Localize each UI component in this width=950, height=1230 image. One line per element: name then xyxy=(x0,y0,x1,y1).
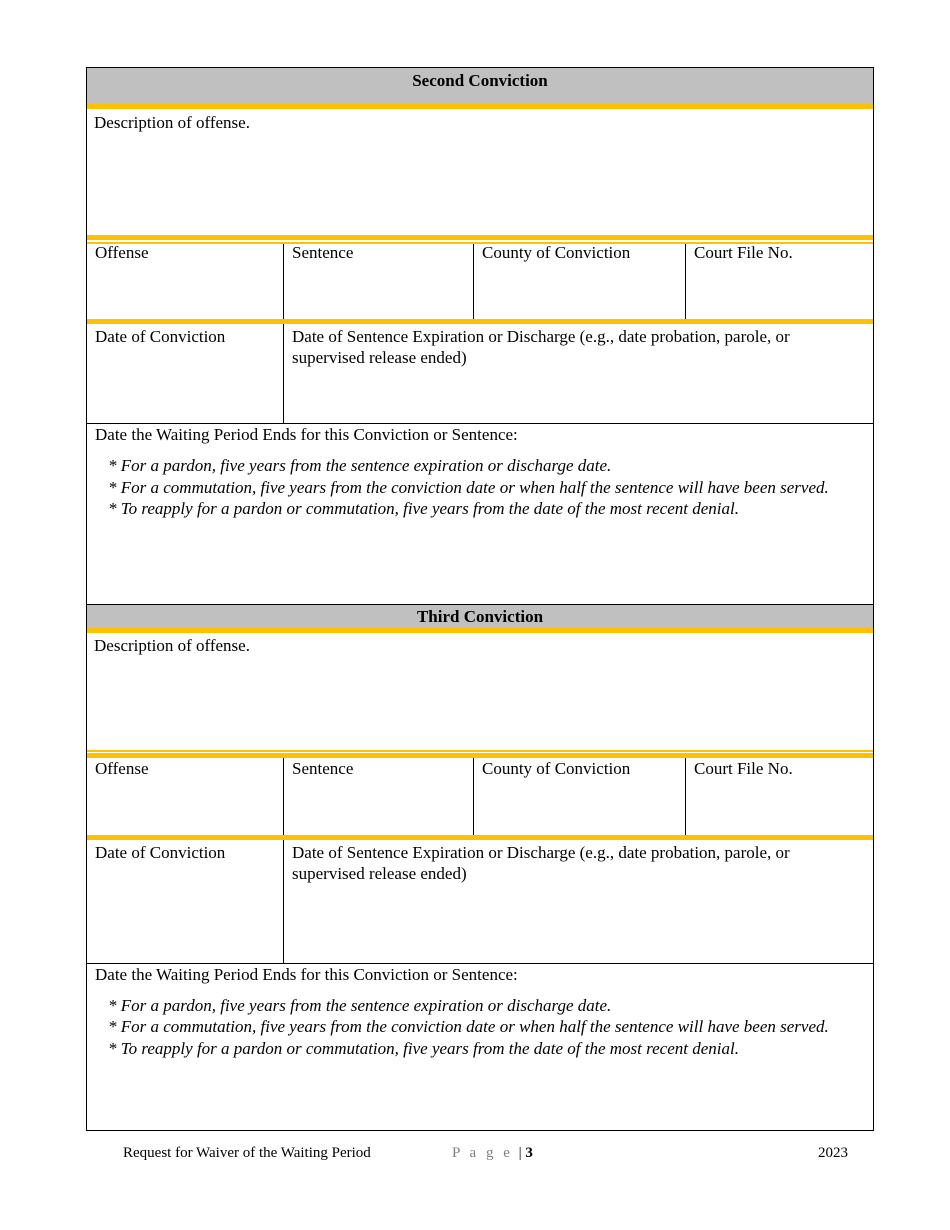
divider xyxy=(87,319,873,324)
second-conviction-header xyxy=(87,68,873,104)
divider xyxy=(87,235,873,240)
column-divider xyxy=(473,244,474,319)
column-divider xyxy=(473,758,474,835)
conviction-form xyxy=(86,67,874,1131)
third-conviction-header xyxy=(87,605,873,628)
column-divider xyxy=(283,758,284,835)
column-divider xyxy=(685,758,686,835)
date-of-conviction-field[interactable]: Date of Conviction xyxy=(95,843,226,862)
county-of-conviction-field[interactable]: County of Conviction xyxy=(482,243,631,262)
column-divider xyxy=(283,324,284,423)
commutation-note: * For a commutation, five years from the conviction date or when half the sentence will have been served. xyxy=(108,1017,829,1036)
page-separator: | xyxy=(518,1145,522,1161)
reapply-note: * To reapply for a pardon or commutation, five years from the date of the most recent denial. xyxy=(108,499,739,518)
column-divider xyxy=(283,244,284,319)
pardon-note: * For a pardon, five years from the sentence expiration or discharge date. xyxy=(108,996,612,1015)
pardon-note: * For a pardon, five years from the sentence expiration or discharge date. xyxy=(108,456,612,475)
commutation-note: * For a commutation, five years from the conviction date or when half the sentence will have been served. xyxy=(108,478,829,497)
divider xyxy=(87,628,873,633)
court-file-no-field[interactable]: Court File No. xyxy=(694,243,793,262)
county-of-conviction-field[interactable]: County of Conviction xyxy=(482,759,631,778)
sentence-expiration-field[interactable]: Date of Sentence Expiration or Discharge (e.g., date probation, parole, or supervised release ended) xyxy=(292,327,790,367)
page-indicator xyxy=(452,1145,533,1162)
divider xyxy=(87,104,873,109)
column-divider xyxy=(283,840,284,963)
description-field[interactable]: Description of offense. xyxy=(94,113,250,132)
offense-field[interactable]: Offense xyxy=(95,759,149,778)
date-of-conviction-field[interactable]: Date of Conviction xyxy=(95,327,226,346)
divider xyxy=(87,835,873,840)
offense-field[interactable]: Offense xyxy=(95,243,149,262)
page-label: P a g e xyxy=(452,1145,513,1161)
sentence-expiration-field[interactable]: Date of Sentence Expiration or Discharge (e.g., date probation, parole, or supervised release ended) xyxy=(292,843,790,883)
column-divider xyxy=(685,244,686,319)
footer-title: Request for Waiver of the Waiting Period xyxy=(123,1145,371,1161)
footer-year: 2023 xyxy=(818,1145,848,1161)
section-title: Third Conviction xyxy=(416,607,544,626)
waiting-period-field[interactable]: Date the Waiting Period Ends for this Conviction or Sentence: xyxy=(95,425,518,444)
court-file-no-field[interactable]: Court File No. xyxy=(694,759,793,778)
reapply-note: * To reapply for a pardon or commutation, five years from the date of the most recent denial. xyxy=(108,1039,739,1058)
divider xyxy=(87,750,873,752)
section-title: Second Conviction xyxy=(412,71,548,90)
sentence-field[interactable]: Sentence xyxy=(292,759,354,778)
waiting-period-field[interactable]: Date the Waiting Period Ends for this Conviction or Sentence: xyxy=(95,965,518,984)
sentence-field[interactable]: Sentence xyxy=(292,243,354,262)
page-number: 3 xyxy=(525,1145,533,1161)
description-field[interactable]: Description of offense. xyxy=(94,636,250,655)
